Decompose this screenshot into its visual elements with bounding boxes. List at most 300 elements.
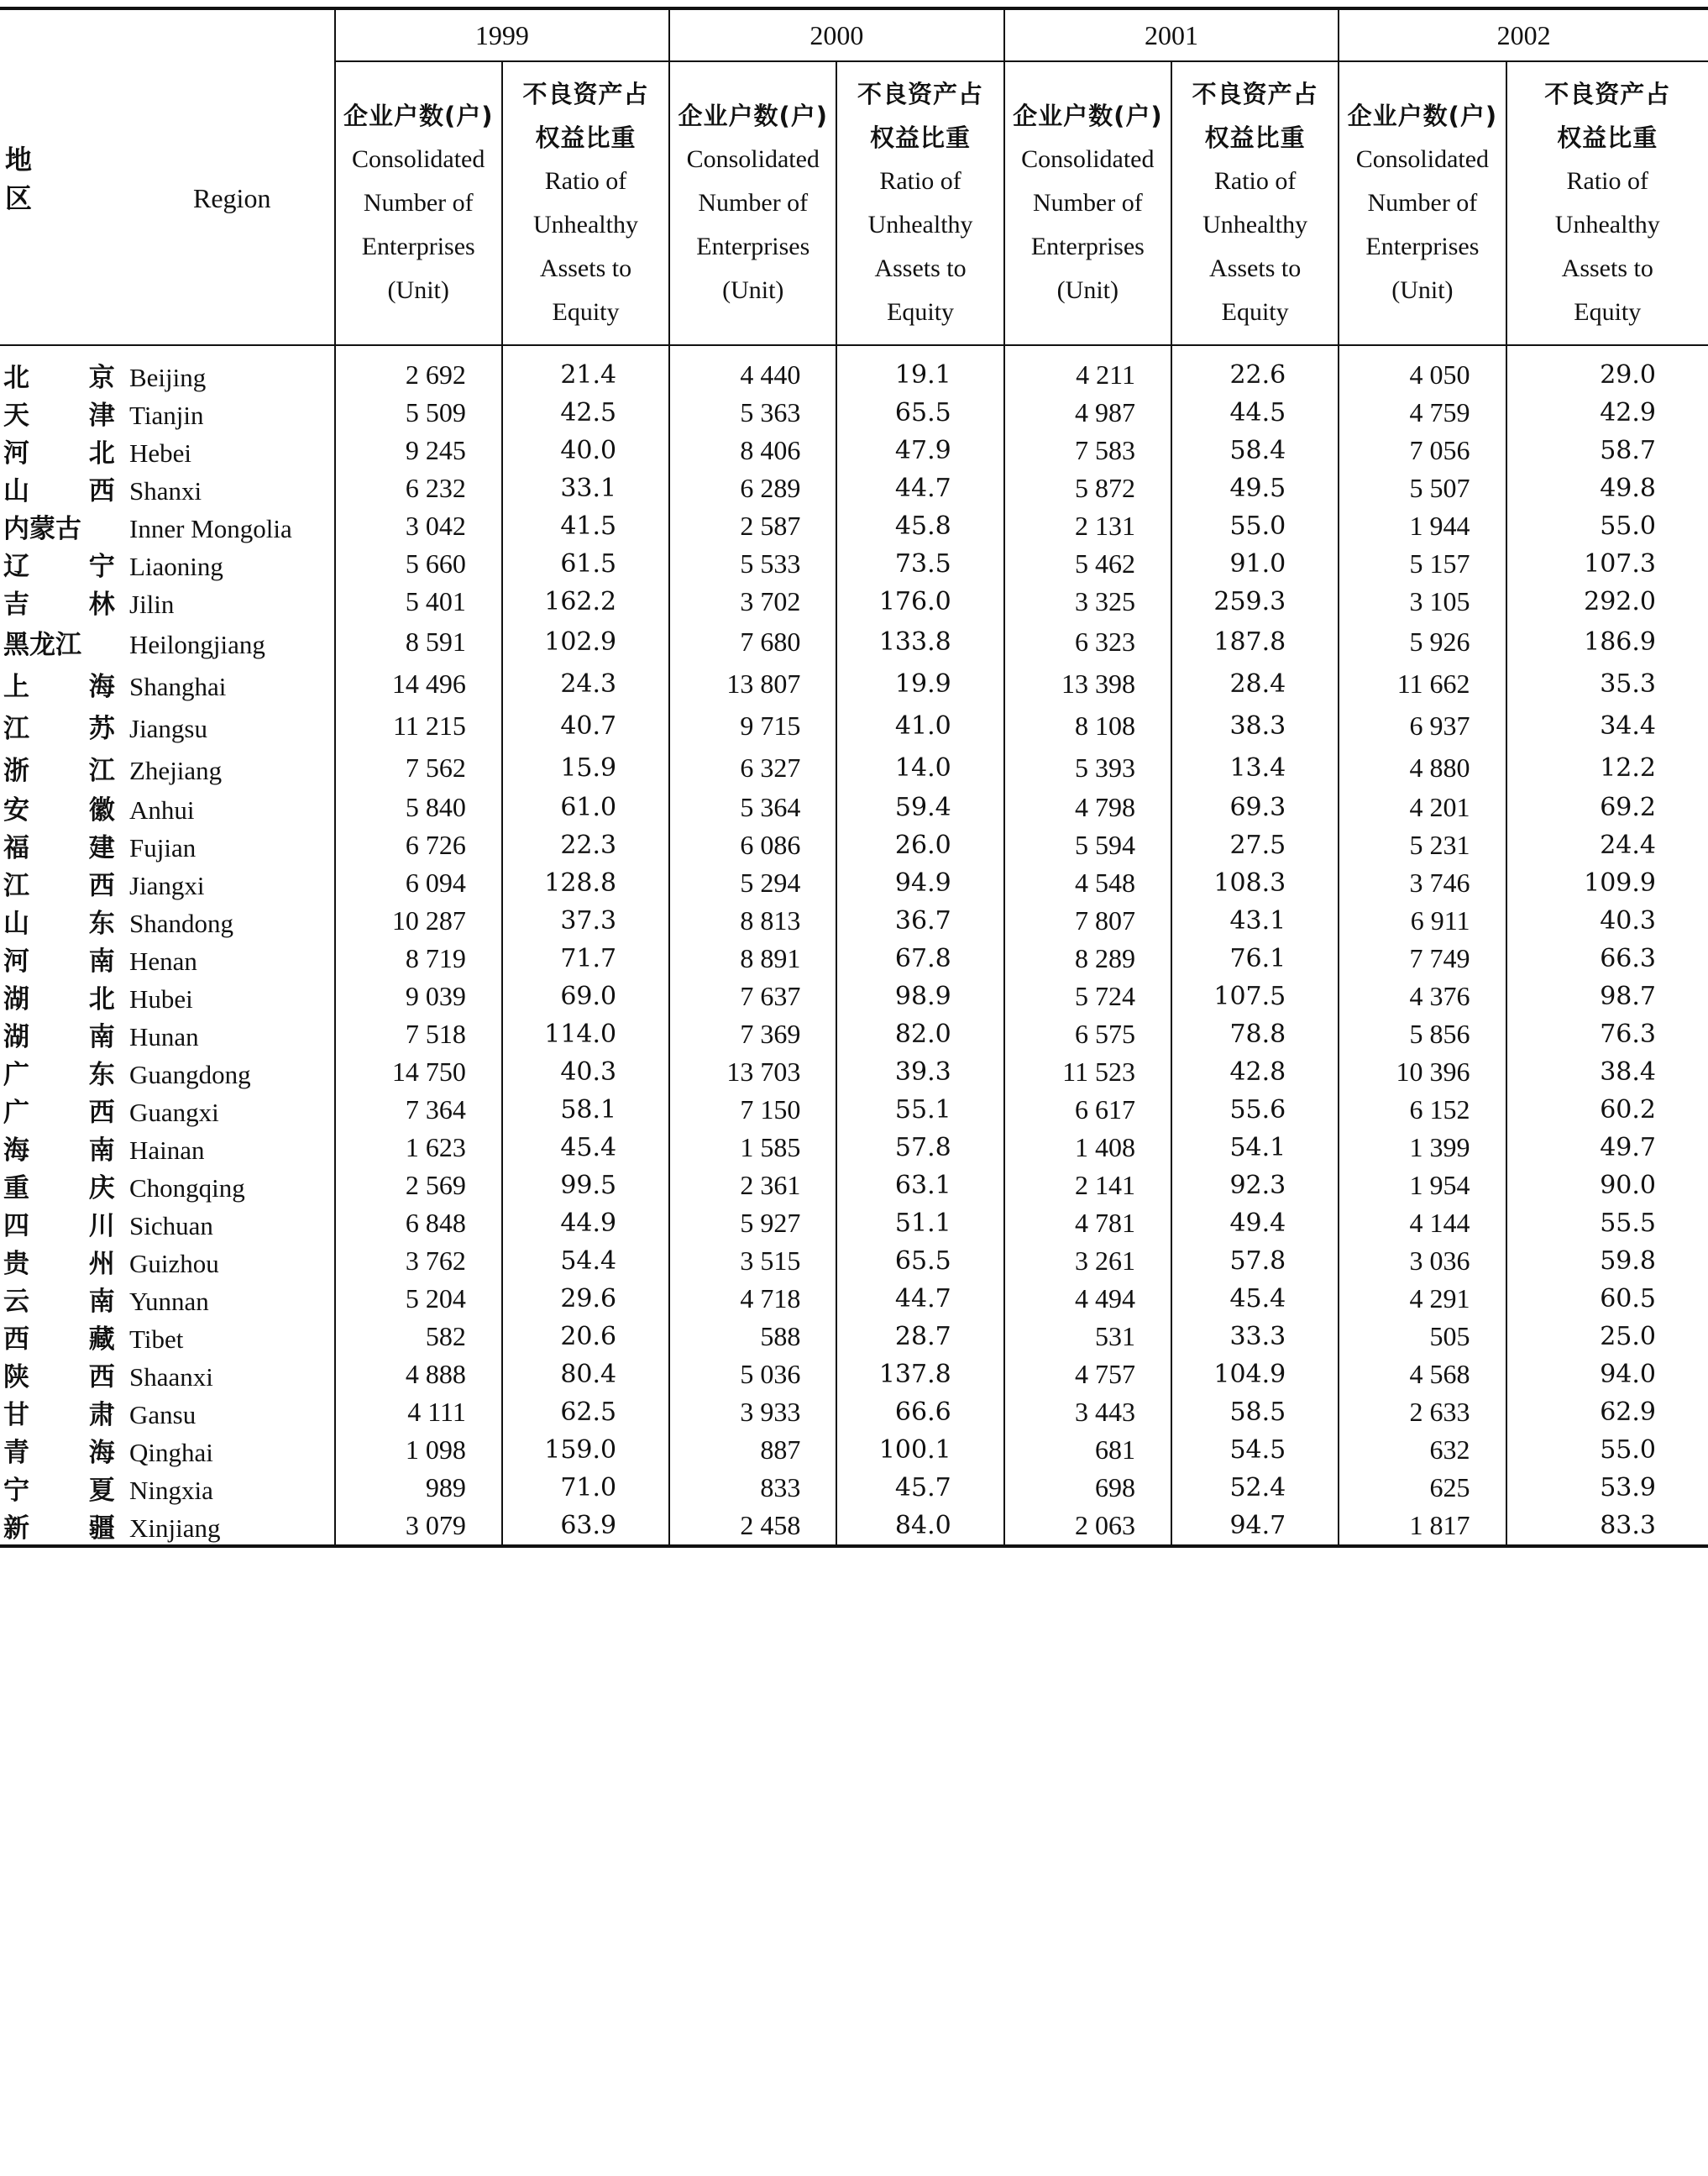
ratio-value-cell: 22.3 (502, 826, 669, 864)
enterprises-count-cell: 4 201 (1339, 789, 1506, 826)
ratio-value-cell: 52.4 (1171, 1469, 1339, 1507)
region-name-en: Heilongjiang (129, 629, 265, 659)
enterprises-count-cell: 4 781 (1004, 1204, 1171, 1242)
region-name-zh: 黑龙江 (3, 629, 81, 660)
enterprises-count-cell: 2 141 (1004, 1167, 1171, 1204)
ratio-value-cell: 25.0 (1506, 1318, 1708, 1355)
ratio-value-cell: 107.3 (1506, 545, 1708, 583)
region-cell (0, 940, 335, 978)
enterprises-count-cell: 698 (1004, 1469, 1171, 1507)
ratio-value-cell: 49.8 (1506, 469, 1708, 507)
ratio-value-cell: 63.1 (836, 1167, 1003, 1204)
enterprises-header-en-line: Enterprises (1030, 233, 1145, 260)
enterprises-count-cell: 8 289 (1004, 940, 1171, 978)
ratio-value-cell: 78.8 (1171, 1015, 1339, 1053)
table-row (0, 469, 1708, 507)
enterprises-count-cell: 3 325 (1004, 583, 1171, 621)
ratio-value-cell: 92.3 (1171, 1167, 1339, 1204)
ratio-value-cell: 54.1 (1171, 1129, 1339, 1167)
year-header: 2001 (1004, 8, 1339, 61)
enterprises-count-cell: 5 927 (669, 1204, 836, 1242)
table-row (0, 940, 1708, 978)
enterprises-count-cell: 588 (669, 1318, 836, 1355)
region-cell (0, 978, 335, 1015)
enterprises-count-cell: 1 408 (1004, 1129, 1171, 1167)
ratio-value-cell: 45.4 (1171, 1280, 1339, 1318)
ratio-value-cell: 49.5 (1171, 469, 1339, 507)
ratio-value-cell: 66.6 (836, 1393, 1003, 1431)
region-name-zh: 天 津 (3, 401, 140, 431)
region-name-zh: 山 西 (3, 476, 140, 506)
ratio-value-cell: 59.8 (1506, 1242, 1708, 1280)
enterprises-header-en-line: Number of (1032, 189, 1143, 217)
ratio-value-cell: 41.5 (502, 507, 669, 545)
ratio-value-cell: 55.0 (1506, 1431, 1708, 1469)
enterprises-count-cell: 1 399 (1339, 1129, 1506, 1167)
region-name-en: Shandong (129, 909, 233, 938)
ratio-header-en-line: Assets to (1209, 254, 1302, 282)
ratio-column-header (836, 61, 1003, 345)
ratio-value-cell: 94.7 (1171, 1507, 1339, 1546)
enterprises-count-cell: 3 042 (335, 507, 502, 545)
enterprises-count-cell: 4 050 (1339, 345, 1506, 394)
enterprises-count-cell: 6 575 (1004, 1015, 1171, 1053)
enterprises-count-cell: 3 443 (1004, 1393, 1171, 1431)
table-row (0, 663, 1708, 705)
ratio-value-cell: 65.5 (836, 1242, 1003, 1280)
year-header-row (0, 8, 1708, 61)
ratio-header-en-line: Unhealthy (533, 211, 638, 239)
enterprises-column-header (1004, 61, 1171, 345)
enterprises-count-cell: 3 746 (1339, 864, 1506, 902)
region-name-zh: 西 藏 (3, 1324, 140, 1355)
region-cell (0, 789, 335, 826)
region-name-en: Shaanxi (129, 1362, 213, 1392)
enterprises-count-cell: 5 393 (1004, 747, 1171, 789)
ratio-header-en-line: Equity (552, 298, 620, 326)
region-cell (0, 1129, 335, 1167)
region-cell (0, 1318, 335, 1355)
region-cell (0, 1280, 335, 1318)
enterprises-count-cell: 4 291 (1339, 1280, 1506, 1318)
region-name-en: Inner Mongolia (129, 514, 292, 543)
ratio-value-cell: 55.0 (1171, 507, 1339, 545)
enterprises-count-cell: 8 108 (1004, 705, 1171, 747)
enterprises-count-cell: 3 261 (1004, 1242, 1171, 1280)
table-row (0, 1355, 1708, 1393)
ratio-value-cell: 54.4 (502, 1242, 669, 1280)
ratio-value-cell: 69.3 (1171, 789, 1339, 826)
enterprises-header-en-line: Number of (698, 189, 809, 217)
enterprises-count-cell: 7 369 (669, 1015, 836, 1053)
enterprises-count-cell: 5 856 (1339, 1015, 1506, 1053)
ratio-value-cell: 73.5 (836, 545, 1003, 583)
region-name-en: Henan (129, 946, 197, 976)
table-row (0, 1507, 1708, 1546)
ratio-header-zh-line: 权益比重 (870, 123, 972, 152)
enterprises-count-cell: 2 633 (1339, 1393, 1506, 1431)
region-name-en: Qinghai (129, 1438, 213, 1467)
ratio-value-cell: 292.0 (1506, 583, 1708, 621)
enterprises-count-cell: 2 131 (1004, 507, 1171, 545)
enterprises-count-cell: 7 056 (1339, 432, 1506, 469)
enterprises-count-cell: 10 396 (1339, 1053, 1506, 1091)
enterprises-header-zh: 企业户数(户) (678, 102, 829, 130)
region-name-en: Hunan (129, 1022, 199, 1051)
ratio-value-cell: 55.6 (1171, 1091, 1339, 1129)
region-name-en: Sichuan (129, 1211, 213, 1240)
region-cell (0, 1015, 335, 1053)
enterprises-count-cell: 833 (669, 1469, 836, 1507)
ratio-value-cell: 71.7 (502, 940, 669, 978)
enterprises-count-cell: 2 063 (1004, 1507, 1171, 1546)
ratio-value-cell: 102.9 (502, 621, 669, 663)
enterprises-count-cell: 1 817 (1339, 1507, 1506, 1546)
enterprises-count-cell: 2 587 (669, 507, 836, 545)
enterprises-count-cell: 8 813 (669, 902, 836, 940)
ratio-column-header (1171, 61, 1339, 345)
ratio-header-en-line: Unhealthy (1202, 211, 1308, 239)
region-name-zh: 江 苏 (3, 713, 140, 744)
enterprises-count-cell: 8 406 (669, 432, 836, 469)
ratio-header-en-line: Assets to (539, 254, 632, 282)
region-cell (0, 1167, 335, 1204)
enterprises-count-cell: 2 361 (669, 1167, 836, 1204)
enterprises-header-en-line: Number of (1367, 189, 1478, 217)
enterprises-count-cell: 6 094 (335, 864, 502, 902)
region-cell (0, 545, 335, 583)
ratio-header-en-line: Equity (887, 298, 955, 326)
region-name-zh: 湖 北 (3, 984, 140, 1015)
ratio-value-cell: 58.1 (502, 1091, 669, 1129)
region-name-en: Hebei (129, 438, 192, 468)
ratio-value-cell: 66.3 (1506, 940, 1708, 978)
enterprises-count-cell: 6 152 (1339, 1091, 1506, 1129)
ratio-value-cell: 14.0 (836, 747, 1003, 789)
enterprises-count-cell: 531 (1004, 1318, 1171, 1355)
enterprises-count-cell: 5 231 (1339, 826, 1506, 864)
enterprises-count-cell: 6 232 (335, 469, 502, 507)
region-name-zh: 甘 肃 (3, 1400, 140, 1430)
enterprises-count-cell: 4 548 (1004, 864, 1171, 902)
enterprises-count-cell: 3 105 (1339, 583, 1506, 621)
ratio-value-cell: 42.5 (502, 394, 669, 432)
enterprises-count-cell: 5 840 (335, 789, 502, 826)
enterprises-header-en-line: (Unit) (1391, 276, 1454, 304)
enterprises-header-en-line: Number of (363, 189, 474, 217)
ratio-value-cell: 187.8 (1171, 621, 1339, 663)
ratio-header-zh-line: 不良资产占 (1192, 80, 1318, 108)
ratio-value-cell: 40.3 (502, 1053, 669, 1091)
table-row (0, 978, 1708, 1015)
ratio-value-cell: 62.9 (1506, 1393, 1708, 1431)
enterprises-count-cell: 6 848 (335, 1204, 502, 1242)
region-cell (0, 1242, 335, 1280)
region-cell (0, 864, 335, 902)
enterprises-count-cell: 8 591 (335, 621, 502, 663)
ratio-value-cell: 259.3 (1171, 583, 1339, 621)
enterprises-count-cell: 8 719 (335, 940, 502, 978)
enterprises-header-en-line: Enterprises (1365, 233, 1480, 260)
enterprises-count-cell: 3 702 (669, 583, 836, 621)
enterprises-count-cell: 4 757 (1004, 1355, 1171, 1393)
enterprises-count-cell: 11 215 (335, 705, 502, 747)
enterprises-count-cell: 11 662 (1339, 663, 1506, 705)
enterprises-count-cell: 2 692 (335, 345, 502, 394)
region-cell (0, 1091, 335, 1129)
enterprises-count-cell: 3 079 (335, 1507, 502, 1546)
ratio-header-zh-line: 不良资产占 (1544, 80, 1671, 108)
enterprises-count-cell: 14 496 (335, 663, 502, 705)
region-cell (0, 747, 335, 789)
ratio-header-en-line: Ratio of (544, 167, 627, 195)
region-name-en: Beijing (129, 363, 207, 392)
region-name-en: Chongqing (129, 1173, 245, 1203)
region-cell (0, 583, 335, 621)
table-row (0, 1242, 1708, 1280)
enterprises-count-cell: 4 144 (1339, 1204, 1506, 1242)
ratio-value-cell: 186.9 (1506, 621, 1708, 663)
enterprises-count-cell: 3 933 (669, 1393, 836, 1431)
ratio-value-cell: 69.2 (1506, 789, 1708, 826)
region-name-zh: 上 海 (3, 671, 140, 702)
region-name-en: Jiangsu (129, 713, 207, 743)
region-name-en: Jilin (129, 590, 175, 619)
ratio-value-cell: 28.4 (1171, 663, 1339, 705)
enterprises-count-cell: 4 880 (1339, 747, 1506, 789)
enterprises-count-cell: 9 715 (669, 705, 836, 747)
table-row (0, 789, 1708, 826)
region-name-en: Tianjin (129, 401, 204, 430)
ratio-value-cell: 40.3 (1506, 902, 1708, 940)
ratio-value-cell: 57.8 (1171, 1242, 1339, 1280)
region-cell (0, 705, 335, 747)
ratio-value-cell: 76.1 (1171, 940, 1339, 978)
region-name-zh: 浙 江 (3, 755, 140, 786)
enterprises-header-en-line: (Unit) (722, 276, 784, 304)
region-name-zh: 河 南 (3, 946, 140, 977)
region-name-zh: 河 北 (3, 438, 140, 469)
region-cell (0, 826, 335, 864)
region-name-en: Guizhou (129, 1249, 219, 1278)
region-name-zh: 海 南 (3, 1135, 140, 1166)
region-name-en: Guangdong (129, 1060, 251, 1089)
enterprises-header-zh: 企业户数(户) (1347, 102, 1498, 130)
ratio-value-cell: 20.6 (502, 1318, 669, 1355)
enterprises-header-en-line: Enterprises (361, 233, 475, 260)
region-name-zh: 北 京 (3, 363, 140, 393)
region-cell (0, 432, 335, 469)
enterprises-count-cell: 4 376 (1339, 978, 1506, 1015)
region-name-en: Hubei (129, 984, 193, 1014)
ratio-value-cell: 57.8 (836, 1129, 1003, 1167)
ratio-value-cell: 33.3 (1171, 1318, 1339, 1355)
ratio-header-en-line: Assets to (874, 254, 967, 282)
ratio-value-cell: 76.3 (1506, 1015, 1708, 1053)
ratio-header-zh-line: 权益比重 (1557, 123, 1658, 152)
enterprises-count-cell: 3 515 (669, 1242, 836, 1280)
ratio-value-cell: 29.0 (1506, 345, 1708, 394)
ratio-value-cell: 59.4 (836, 789, 1003, 826)
region-column-header (0, 8, 335, 345)
enterprises-count-cell: 632 (1339, 1431, 1506, 1469)
enterprises-count-cell: 6 937 (1339, 705, 1506, 747)
ratio-value-cell: 84.0 (836, 1507, 1003, 1546)
enterprises-count-cell: 7 518 (335, 1015, 502, 1053)
region-name-zh: 青 海 (3, 1438, 140, 1468)
ratio-value-cell: 45.4 (502, 1129, 669, 1167)
enterprises-count-cell: 7 749 (1339, 940, 1506, 978)
enterprises-count-cell: 4 987 (1004, 394, 1171, 432)
enterprises-count-cell: 3 036 (1339, 1242, 1506, 1280)
region-cell (0, 1053, 335, 1091)
table-row (0, 826, 1708, 864)
region-name-en: Gansu (129, 1400, 196, 1429)
region-name-zh: 安 徽 (3, 795, 140, 826)
region-name-zh: 山 东 (3, 909, 140, 939)
region-name-zh: 内蒙古 (3, 514, 81, 544)
ratio-value-cell: 58.7 (1506, 432, 1708, 469)
enterprises-count-cell: 505 (1339, 1318, 1506, 1355)
region-cell (0, 469, 335, 507)
enterprises-count-cell: 5 660 (335, 545, 502, 583)
ratio-header-en-line: Equity (1221, 298, 1289, 326)
ratio-value-cell: 108.3 (1171, 864, 1339, 902)
enterprises-header-en-line: Consolidated (1355, 145, 1490, 173)
enterprises-count-cell: 6 289 (669, 469, 836, 507)
ratio-value-cell: 107.5 (1171, 978, 1339, 1015)
enterprises-count-cell: 7 150 (669, 1091, 836, 1129)
ratio-value-cell: 90.0 (1506, 1167, 1708, 1204)
ratio-value-cell: 40.7 (502, 705, 669, 747)
enterprises-header-en-line: (Unit) (387, 276, 449, 304)
enterprises-count-cell: 5 594 (1004, 826, 1171, 864)
region-name-zh: 吉 林 (3, 590, 140, 620)
table-row (0, 1393, 1708, 1431)
region-name-en: Shanxi (129, 476, 202, 506)
enterprises-count-cell: 5 157 (1339, 545, 1506, 583)
region-cell (0, 902, 335, 940)
enterprises-count-cell: 2 569 (335, 1167, 502, 1204)
ratio-value-cell: 38.3 (1171, 705, 1339, 747)
enterprises-count-cell: 13 398 (1004, 663, 1171, 705)
table-row (0, 545, 1708, 583)
enterprises-count-cell: 6 726 (335, 826, 502, 864)
enterprises-count-cell: 4 440 (669, 345, 836, 394)
enterprises-count-cell: 5 036 (669, 1355, 836, 1393)
ratio-value-cell: 133.8 (836, 621, 1003, 663)
table-row (0, 1204, 1708, 1242)
region-name-en: Ningxia (129, 1476, 213, 1505)
enterprises-count-cell: 4 211 (1004, 345, 1171, 394)
ratio-header-en-line: Ratio of (1566, 167, 1649, 195)
enterprises-count-cell: 6 323 (1004, 621, 1171, 663)
ratio-value-cell: 63.9 (502, 1507, 669, 1546)
region-name-en: Tibet (129, 1324, 184, 1354)
enterprises-count-cell: 1 954 (1339, 1167, 1506, 1204)
region-name-zh: 辽 宁 (3, 552, 140, 582)
ratio-value-cell: 24.3 (502, 663, 669, 705)
enterprises-count-cell: 5 926 (1339, 621, 1506, 663)
enterprises-count-cell: 4 759 (1339, 394, 1506, 432)
region-name-en: Jiangxi (129, 871, 205, 900)
enterprises-count-cell: 4 494 (1004, 1280, 1171, 1318)
region-name-zh: 贵 州 (3, 1249, 140, 1279)
ratio-value-cell: 47.9 (836, 432, 1003, 469)
ratio-header-zh-line: 不良资产占 (522, 80, 649, 108)
enterprises-count-cell: 582 (335, 1318, 502, 1355)
enterprises-count-cell: 7 680 (669, 621, 836, 663)
enterprises-count-cell: 14 750 (335, 1053, 502, 1091)
enterprises-count-cell: 6 617 (1004, 1091, 1171, 1129)
ratio-value-cell: 98.9 (836, 978, 1003, 1015)
ratio-header-en-line: Equity (1574, 298, 1642, 326)
enterprises-column-header (1339, 61, 1506, 345)
region-header-zh: 地 区 (5, 144, 66, 214)
ratio-value-cell: 55.0 (1506, 507, 1708, 545)
enterprises-header-en-line: Enterprises (696, 233, 810, 260)
ratio-header-en-line: Ratio of (879, 167, 961, 195)
table-row (0, 902, 1708, 940)
ratio-value-cell: 58.5 (1171, 1393, 1339, 1431)
region-cell (0, 621, 335, 663)
ratio-value-cell: 137.8 (836, 1355, 1003, 1393)
region-name-zh: 四 川 (3, 1211, 140, 1241)
ratio-value-cell: 49.7 (1506, 1129, 1708, 1167)
ratio-column-header (502, 61, 669, 345)
ratio-header-zh-line: 不良资产占 (857, 80, 984, 108)
enterprises-count-cell: 6 327 (669, 747, 836, 789)
ratio-value-cell: 33.1 (502, 469, 669, 507)
table-row (0, 432, 1708, 469)
ratio-value-cell: 38.4 (1506, 1053, 1708, 1091)
region-name-en: Anhui (129, 795, 195, 825)
table-row (0, 747, 1708, 789)
region-name-en: Liaoning (129, 552, 223, 581)
enterprises-header-en-line: Consolidated (1021, 145, 1155, 173)
ratio-value-cell: 19.1 (836, 345, 1003, 394)
year-header: 2002 (1339, 8, 1708, 61)
region-name-en: Xinjiang (129, 1513, 221, 1543)
region-cell (0, 663, 335, 705)
table-header (0, 8, 1708, 345)
enterprises-column-header (669, 61, 836, 345)
region-name-zh: 云 南 (3, 1287, 140, 1317)
table-row (0, 1469, 1708, 1507)
region-header-en: Region (193, 183, 271, 213)
enterprises-count-cell: 989 (335, 1469, 502, 1507)
ratio-value-cell: 34.4 (1506, 705, 1708, 747)
ratio-value-cell: 44.5 (1171, 394, 1339, 432)
ratio-column-header (1506, 61, 1708, 345)
enterprises-header-en-line: Consolidated (686, 145, 820, 173)
enterprises-count-cell: 9 245 (335, 432, 502, 469)
table-row (0, 1053, 1708, 1091)
enterprises-count-cell: 9 039 (335, 978, 502, 1015)
table-row (0, 1318, 1708, 1355)
ratio-value-cell: 83.3 (1506, 1507, 1708, 1546)
ratio-value-cell: 42.8 (1171, 1053, 1339, 1091)
table-row (0, 1091, 1708, 1129)
ratio-value-cell: 44.7 (836, 469, 1003, 507)
ratio-value-cell: 15.9 (502, 747, 669, 789)
region-cell (0, 1431, 335, 1469)
ratio-value-cell: 176.0 (836, 583, 1003, 621)
enterprises-count-cell: 5 533 (669, 545, 836, 583)
year-header: 1999 (335, 8, 670, 61)
table-row (0, 705, 1708, 747)
ratio-value-cell: 36.7 (836, 902, 1003, 940)
